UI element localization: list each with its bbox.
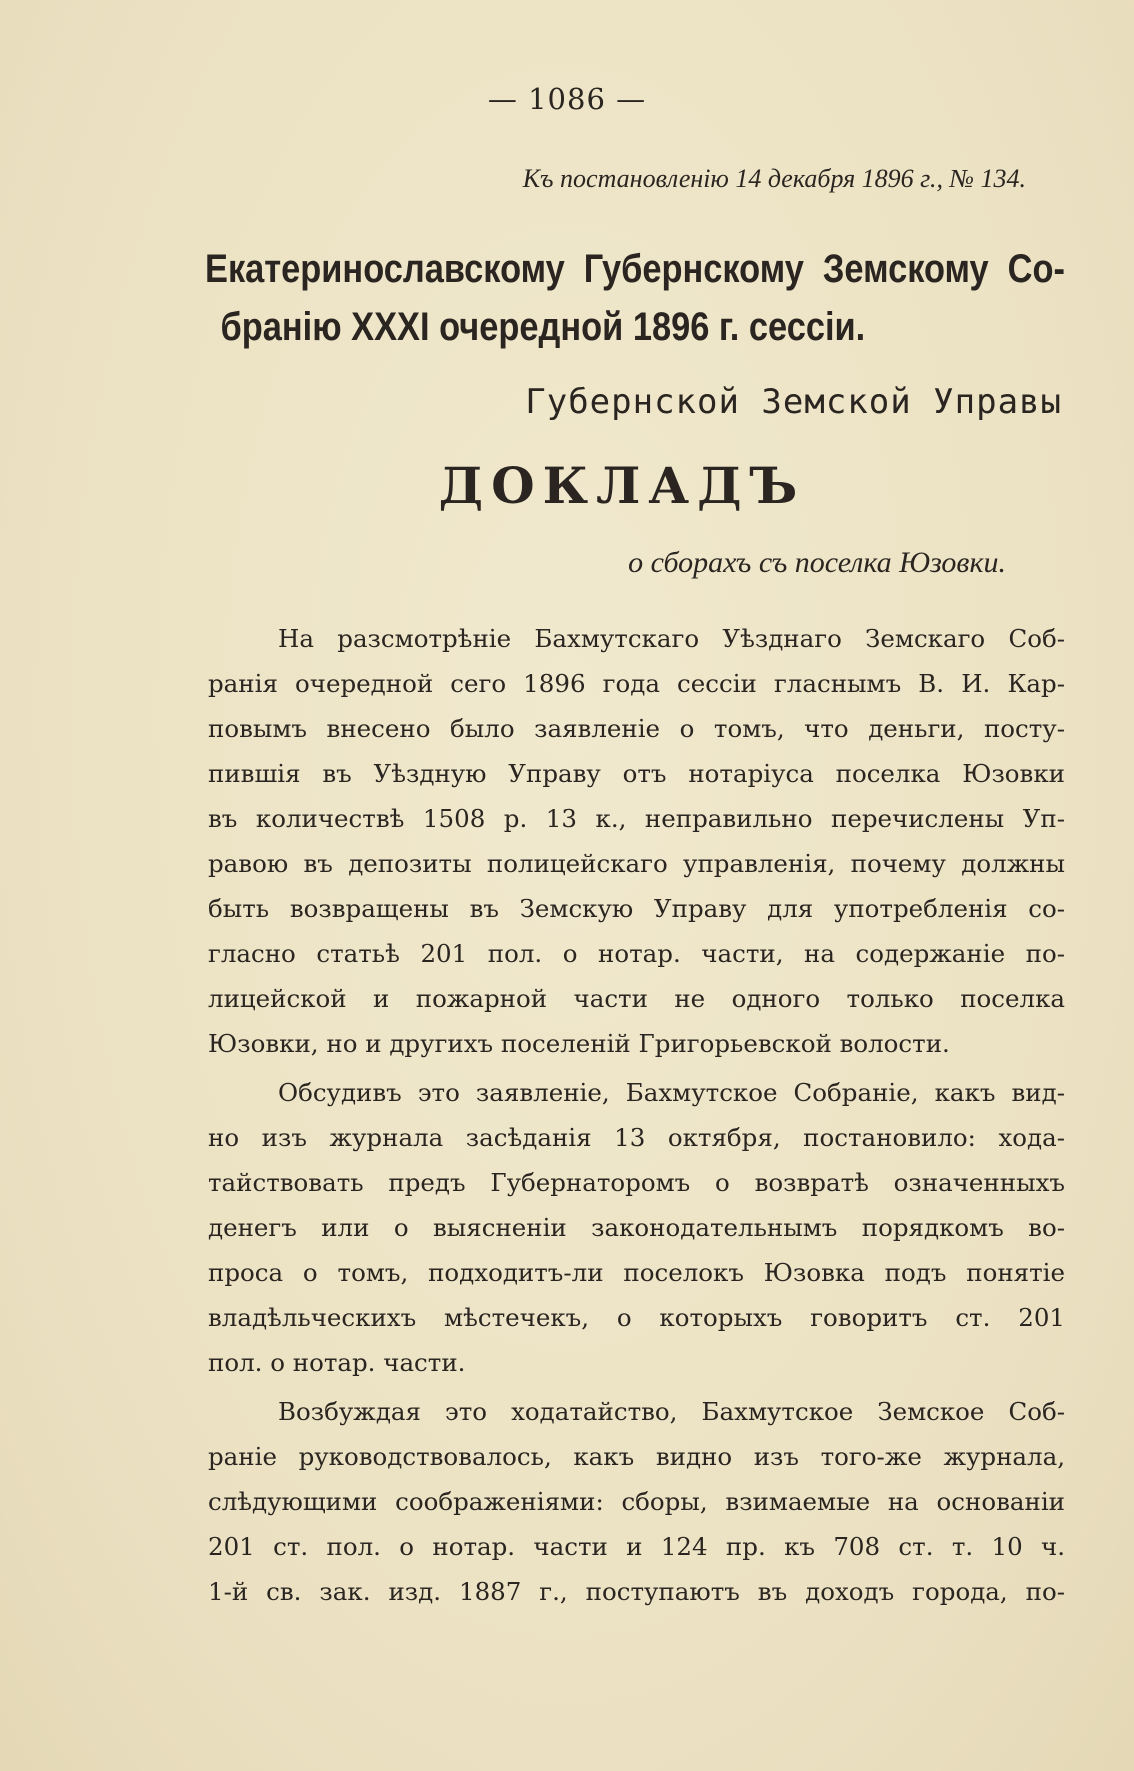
text-line: тайствовать предъ Губернаторомъ о возвратѣ означенныхъ <box>208 1168 1065 1197</box>
report-title: ДОКЛАДЪ <box>438 456 806 515</box>
text-line: быть возвращены въ Земскую Управу для употребленія со- <box>208 894 1065 923</box>
text-line: ранія очередной сего 1896 года сессіи гласнымъ В. И. Кар- <box>208 669 1065 698</box>
paragraph-3 <box>208 1389 1065 1614</box>
text-line: денегъ или о выясненіи законодательнымъ порядкомъ во- <box>208 1213 1065 1242</box>
text-line: но изъ журнала засѣданія 13 октября, постановило: хода- <box>208 1123 1065 1152</box>
text-line: владѣльческихъ мѣстечекъ, о которыхъ говоритъ ст. 201 <box>208 1303 1065 1332</box>
text-line: повымъ внесено было заявленіе о томъ, что деньги, посту- <box>208 714 1065 743</box>
text-line: въ количествѣ 1508 р. 13 к., неправильно перечислены Уп- <box>208 804 1065 833</box>
text-line: Юзовки, но и другихъ поселеній Григорьевской волости. <box>208 1029 950 1058</box>
text-line: лицейской и пожарной части не одного только поселка <box>208 984 1065 1013</box>
main-heading <box>205 240 1065 356</box>
text-line: слѣдующими соображеніями: сборы, взимаемые на основаніи <box>208 1487 1065 1516</box>
text-line: пившія въ Уѣздную Управу отъ нотаріуса поселка Юзовки <box>208 759 1065 788</box>
main-heading-line-1: Екатеринославскому Губернскому Земскому Со- <box>205 247 1065 291</box>
text-line: проса о томъ, подходитъ-ли поселокъ Юзовка подъ понятіе <box>208 1258 1065 1287</box>
text-line: На разсмотрѣніе Бахмутскаго Уѣзднаго Земскаго Соб- <box>278 624 1065 653</box>
main-heading-line-2: бранію XXXI очередной 1896 г. сессіи. <box>220 305 866 349</box>
text-line: 201 ст. пол. о нотар. части и 124 пр. къ 708 ст. т. 10 ч. <box>208 1532 1065 1561</box>
page-number: — 1086 — <box>487 82 647 116</box>
subheading: Губернской Земской Управы <box>525 382 1062 422</box>
text-line: 1-й св. зак. изд. 1887 г., поступаютъ въ доходъ города, по- <box>208 1577 1065 1606</box>
text-line: гласно статьѣ 201 пол. о нотар. части, на содержаніе по- <box>208 939 1065 968</box>
report-subtitle: о сборахъ съ поселка Юзовки. <box>628 546 1006 579</box>
paragraph-2 <box>208 1070 1065 1385</box>
text-line: Обсудивъ это заявленіе, Бахмутское Собраніе, какъ вид- <box>278 1078 1065 1107</box>
text-line: Возбуждая это ходатайство, Бахмутское Земское Соб- <box>278 1397 1065 1426</box>
paragraph-1 <box>208 616 1065 1066</box>
text-line: раніе руководствовалось, какъ видно изъ того-же журнала, <box>208 1442 1065 1471</box>
resolution-reference: Къ постановленію 14 декабря 1896 г., № 134. <box>522 164 1026 193</box>
text-line: равою въ депозиты полицейскаго управленія, почему должны <box>208 849 1065 878</box>
text-line: пол. о нотар. части. <box>208 1348 466 1377</box>
body-text <box>208 616 1065 1618</box>
